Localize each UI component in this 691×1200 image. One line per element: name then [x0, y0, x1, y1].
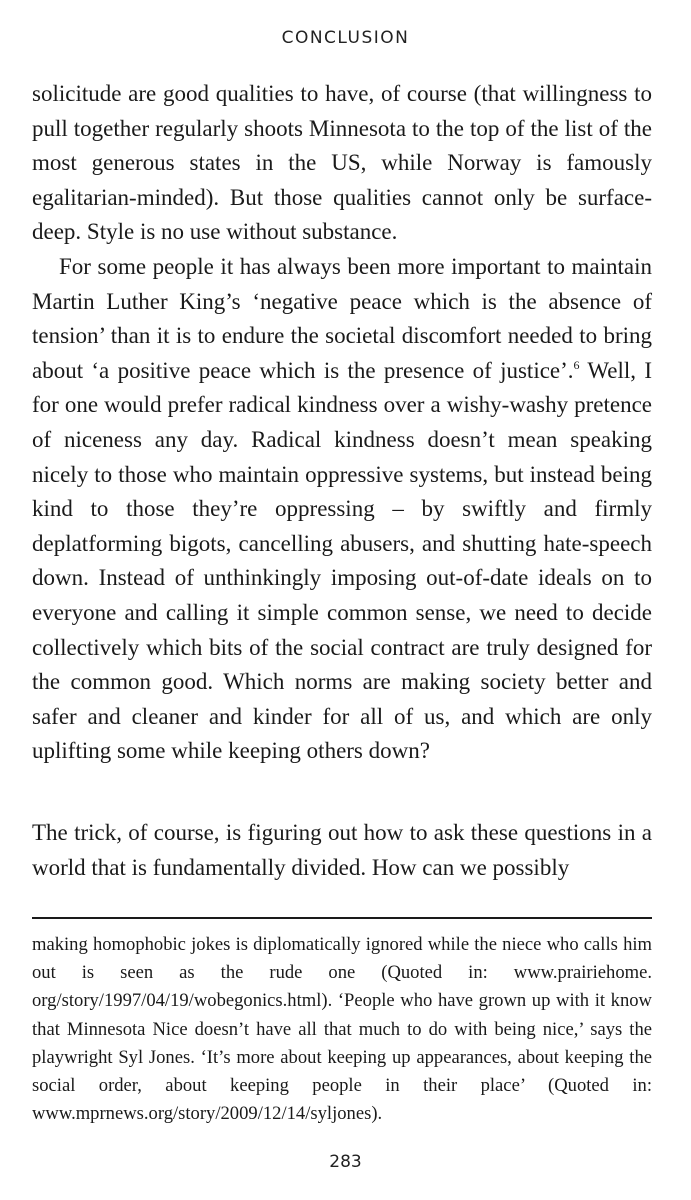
- footnote-reference: 6: [573, 357, 580, 372]
- main-text-block: [32, 77, 652, 769]
- running-head: CONCLUSION: [281, 28, 410, 48]
- paragraph-text-before-note: For some people it has always been more important to maintain Martin Luther King’s ‘negative peace which is the absence of tension’ than it is to endure the societal discomfort needed to bring about ‘a positive peace which is the presence of justice’.: [32, 253, 652, 383]
- paragraph-radical-kindness: [32, 250, 652, 769]
- footnote-text: making homophobic jokes is diplomatically ignored while the niece who calls him out is seen as the rude one (Quoted in: www.prairiehome.​org/story/1997/04/19/wobegonics.html). ‘People who have grown up with it know that Minnesota Nice doesn’t have all that much to do with being nice,’ says the playwright Syl Jones. ‘It’s more about keeping up appearances, about keeping the social order, about keeping people in their place’ (Quoted in: www.mprnews.org/story/2009/12/14/syljones).: [32, 934, 652, 1125]
- paragraph-text-after-note: Well, I for one would prefer radical kindness over a wishy-washy pretence of niceness any day. Radical kindness doesn’t mean speaking nicely to those who maintain oppressive systems, but instead being kind to those they’re oppressing – by swiftly and firmly deplatforming bigots, cancelling abusers, and shutting hate-speech down. Instead of unthinkingly imposing out-of-date ideals on to everyone and calling it simple common sense, we need to decide collectively which bits of the social contract are truly designed for the common good. Which norms are making society better and safer and cleaner and kinder for all of us, and which are only uplifting some while keeping others down?: [32, 357, 652, 764]
- page-number: 283: [329, 1152, 362, 1172]
- footnote-divider: [32, 917, 652, 919]
- paragraph-the-trick: The trick, of course, is figuring out how to ask these questions in a world that is fundamentally divided. How can we possibly: [32, 820, 652, 880]
- paragraph-continuation: solicitude are good qualities to have, of course (that willingness to pull together regularly shoots Minnesota to the top of the list of the most generous states in the US, while Norway is famously egalitarian-minded). But those qualities cannot only be surface-deep. Style is no use without substance.: [32, 81, 652, 245]
- section-break-text-block: [32, 816, 652, 885]
